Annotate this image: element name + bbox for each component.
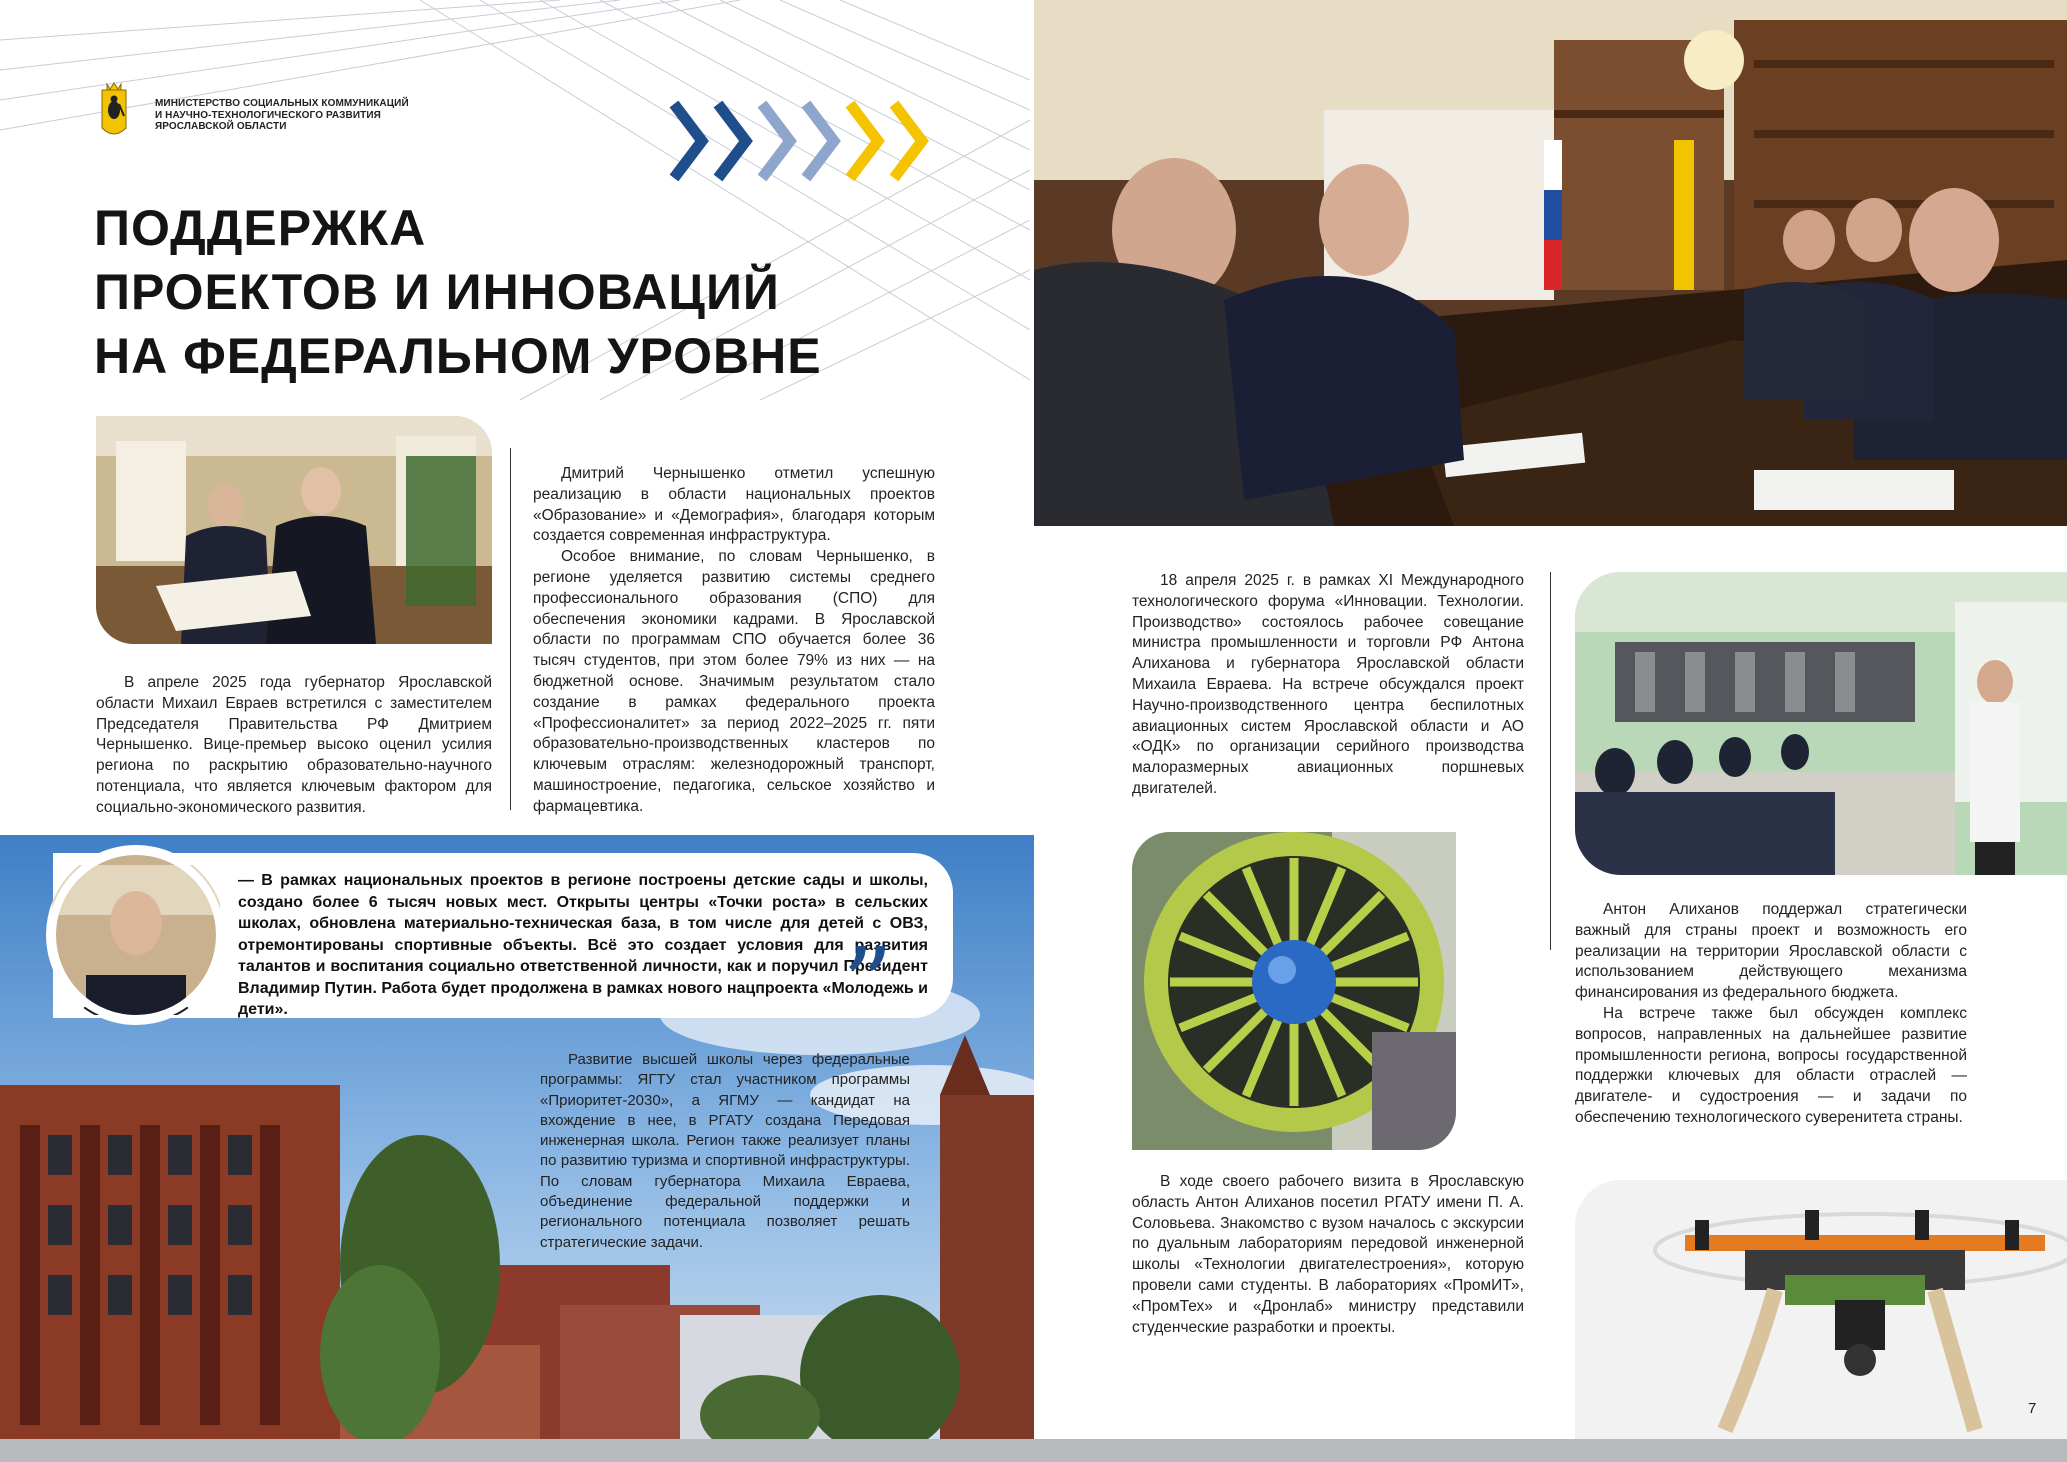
page-title (94, 196, 822, 388)
photo-drone (1575, 1180, 2067, 1440)
quote-mark-icon: ” (842, 926, 894, 1043)
lower-left-paragraph-1: Развитие высшей школы через федеральные программы: ЯГТУ стал участником программы «Приоритет-2030», а ЯГМУ — кандидат на вхождение в нее, в РГАТУ создана Передовая инженерная школа. Регион также реализует планы по развитию туризма и спортивной инфраструктуры. По словам губернатора Михаила Евраева, объединение федеральной поддержки и регионального потенциала позволяет решать стратегические задачи. (540, 1051, 910, 1251)
photo-meeting-chernyshenko (96, 416, 492, 644)
right-column-paragraph-2: На встрече также был обсужден комплекс вопросов, направленных на дальнейшее развитие промышленности региона, вопросы государственной поддержки ключевых для области отраслей — двигателе- и судостроения — и задачи по обеспечению технологического суверенитета страны. (1575, 1004, 1967, 1126)
title-line-1: ПОДДЕРЖКА (94, 200, 427, 256)
yaroslavl-emblem-icon (99, 80, 129, 142)
vertical-divider (510, 448, 511, 810)
ministry-line-2: И НАУЧНО-ТЕХНОЛОГИЧЕСКОГО РАЗВИТИЯ (155, 109, 381, 121)
right-middle-paragraph-2: В ходе своего рабочего визита в Ярославскую область Антон Алиханов посетил РГАТУ имени П. А. Соловьева. Знакомство с вузом началось с экскурсии по дуальным лабораториям передовой инженерной школы «Технологии двигателестроения», которую провели сами студенты. В лабораториях «ПромИТ», «ПромТех» и «Дронлаб» министру представили студенческие разработки и проекты. (1132, 1173, 1524, 1336)
middle-paragraph-1: Дмитрий Чернышенко отметил успешную реализацию в области национальных проектов «Образование» и «Демография», благодаря которым создается современная инфраструктура. (533, 465, 935, 545)
quote-text: — В рамках национальных проектов в регионе построены детские сады и школы, создано более 6 тысяч новых мест. Открыты центры «Точки роста» в сельских школах, обновлена материально-техническая база, в том числе для детей с ОВЗ, отремонтированы спортивные объекты. Всё это создает условия для развития талантов и воспитания социально ответственной личности, как и поручил Президент Владимир Путин. Работа будет продолжена в рамках нового нацпроекта «Молодежь и дети». (238, 872, 928, 1018)
photo-engine-lab (1575, 572, 2067, 875)
title-line-3: НА ФЕДЕРАЛЬНОМ УРОВНЕ (94, 328, 822, 384)
ministry-header (99, 80, 419, 142)
left-text-column (96, 673, 492, 819)
vertical-divider-right (1550, 572, 1551, 950)
photo-meeting-alikhanov (1034, 0, 2067, 526)
title-line-2: ПРОЕКТОВ И ИННОВАЦИЙ (94, 264, 780, 320)
middle-text-column (533, 464, 935, 818)
photo-jet-engine (1132, 832, 1456, 1150)
right-middle-text (1132, 571, 1524, 800)
right-column-text (1575, 900, 1967, 1129)
lower-left-text (540, 1050, 910, 1253)
chevron-arrows-icon (660, 98, 940, 184)
ministry-line-1: МИНИСТЕРСТВО СОЦИАЛЬНЫХ КОММУНИКАЦИЙ (155, 98, 409, 109)
right-column-paragraph-1: Антон Алиханов поддержал стратегически важный для страны проект и возможность его реализации на территории Ярославской области с использованием действующего механизма финансирования из федерального бюджета. (1575, 901, 1967, 1002)
page-number: 7 (2028, 1400, 2037, 1417)
bottom-band (0, 1439, 2067, 1462)
right-middle-paragraph-1: 18 апреля 2025 г. в рамках XI Международного технологического форума «Инновации. Технологии. Производство» состоялось рабочее совещание министра промышленности и торговли РФ Антона Алиханова и губернатора Ярославской области Михаила Евраева. На встрече обсуждался проект Научно-производственного центра беспилотных авиационных систем Ярославской области и АО «ОДК» по организации серийного производства малоразмерных авиационных поршневых двигателей. (1132, 572, 1524, 797)
quote-avatar (46, 845, 226, 1025)
left-paragraph-1: В апреле 2025 года губернатор Ярославской области Михаил Евраев встретился с заместителем Председателя Правительства РФ Дмитрием Чернышенко. Вице-премьер высоко оценил усилия региона по раскрытию образовательно-научного потенциала, что является ключевым фактором для социально-экономического развития. (96, 674, 492, 816)
middle-paragraph-2: Особое внимание, по словам Чернышенко, в регионе уделяется развитию системы среднего профессионального образования (СПО) для обеспечения экономики кадрами. В Ярославской области по программам СПО обучается более 36 тысяч студентов, при этом более 79% из них — на бюджетной основе. Значимым результатом стало создание в рамках федерального проекта «Профессионалитет» за период 2022–2025 гг. пяти образовательно-производственных кластеров по ключевым отраслям: железнодорожный транспорт, машиностроение, педагогика, сельское хозяйство и фармацевтика. (533, 548, 935, 815)
ministry-line-3: ЯРОСЛАВСКОЙ ОБЛАСТИ (155, 121, 287, 132)
right-middle-text-2 (1132, 1172, 1524, 1338)
